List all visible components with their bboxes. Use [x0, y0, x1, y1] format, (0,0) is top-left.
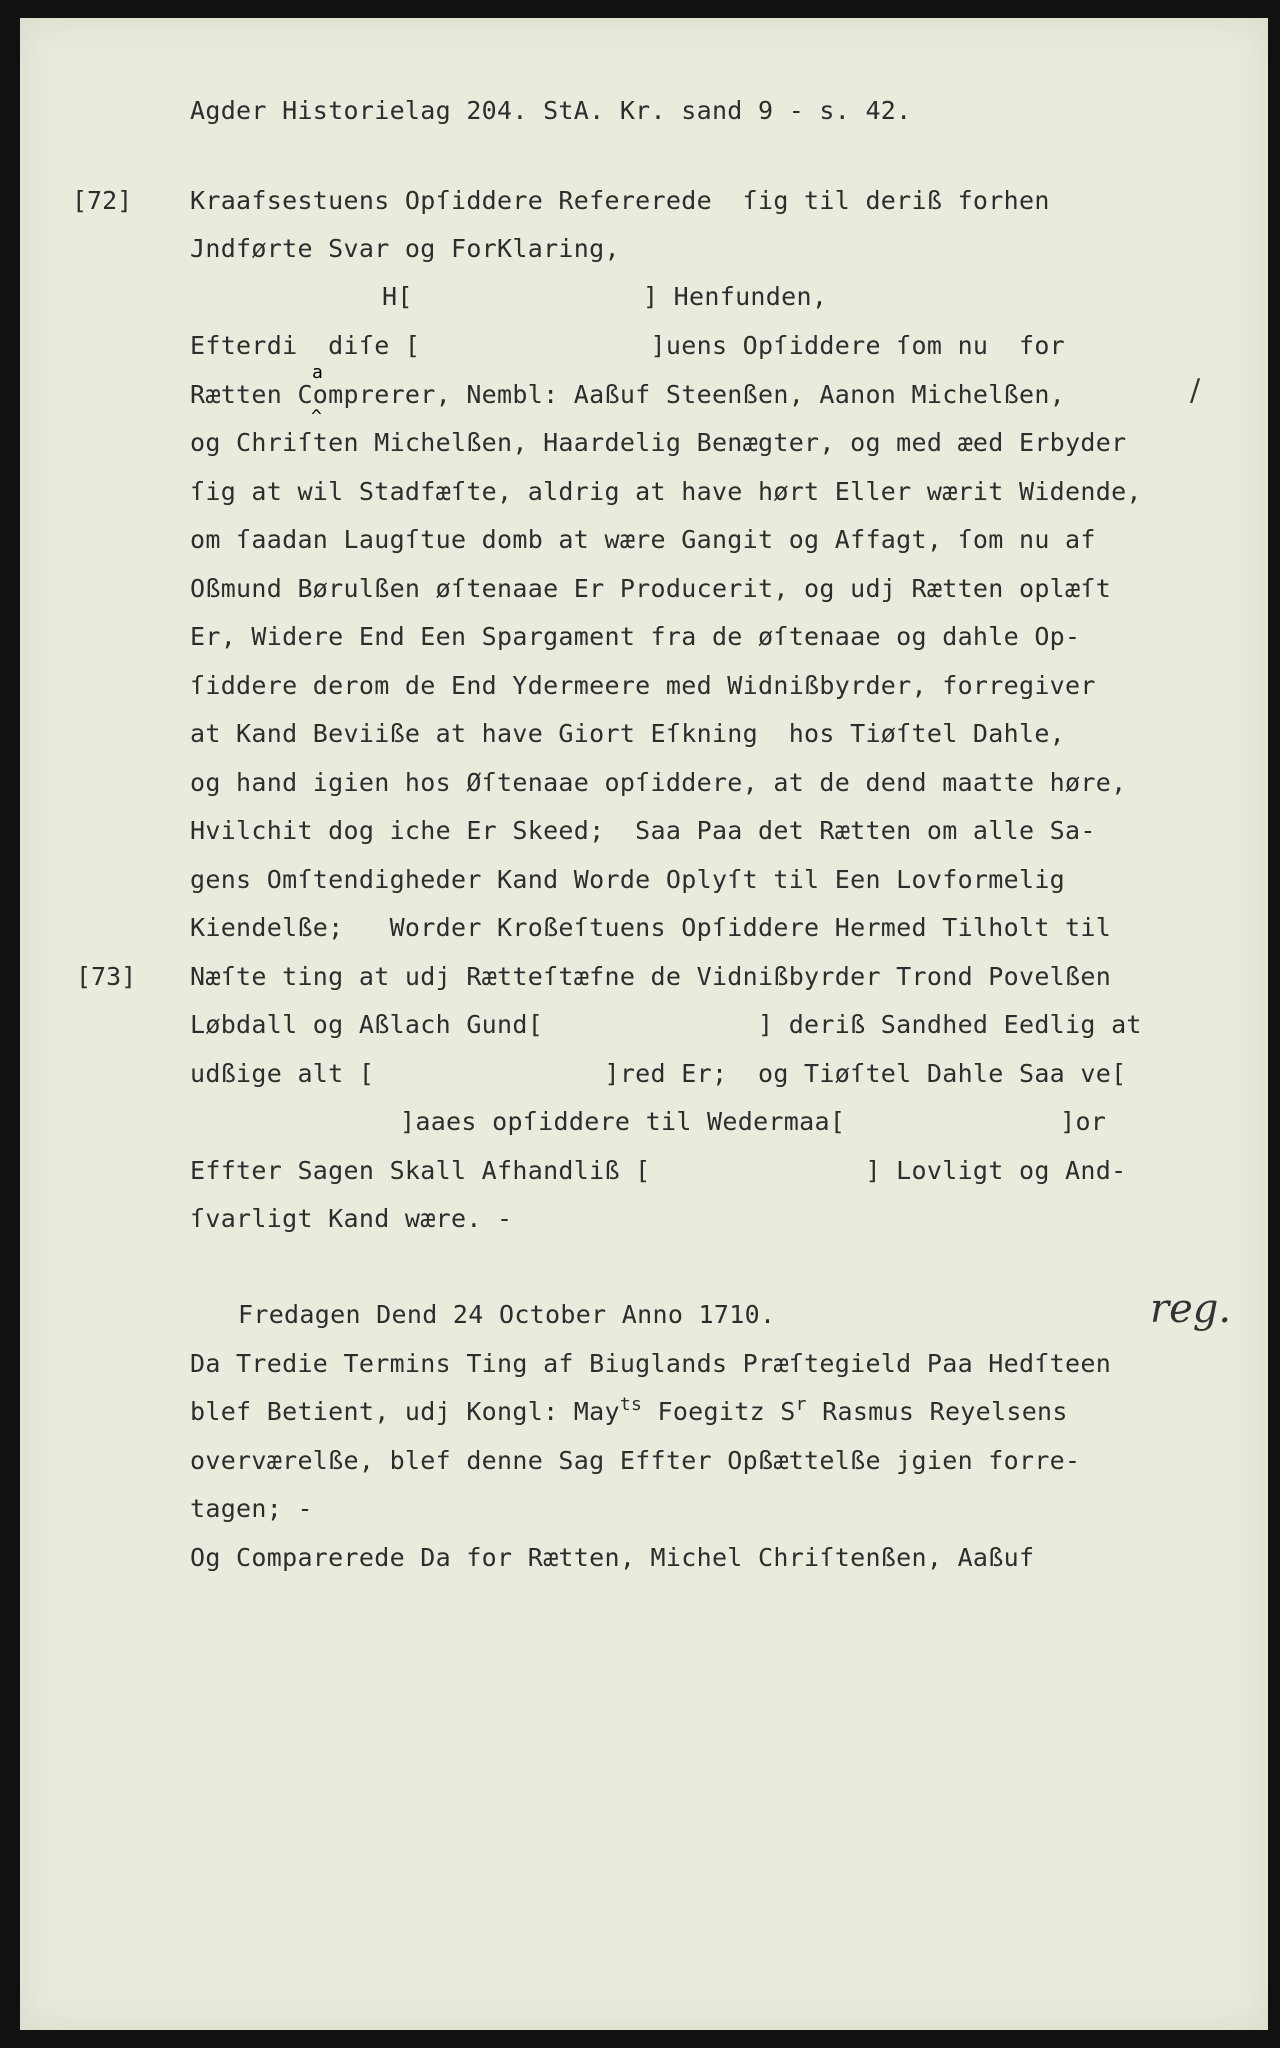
insert-caret: ^ [311, 406, 322, 427]
text-line-20: ]aaes opſiddere til Wedermaa[ ]or [400, 1107, 1107, 1136]
text-line-6: og Chriſten Michelßen, Haardelig Benægter, og med æed Erbyder [190, 428, 1127, 457]
text-line-3: H[ ] Henfunden, [382, 282, 828, 311]
superscript-r: r [795, 1394, 807, 1415]
document-page [20, 18, 1268, 2030]
text-line-22: ſvarligt Kand wære. - [190, 1204, 513, 1233]
text-line-5: Rætten Comprerer, Nembl: Aaßuf Steenßen, Aanon Michelßen, [190, 380, 1066, 409]
text-line-1: Kraafsestuens Opſiddere Refererede ſig til deriß forhen [190, 186, 1050, 215]
line25-start: blef Betient, udj Kongl: May [190, 1397, 620, 1426]
page-header: Agder Historielag 204. StA. Kr. sand 9 - s. 42. [190, 96, 912, 125]
text-line-15: gens Omſtendigheder Kand Worde Oplyſt til Een Lovformelig [190, 865, 1066, 894]
text-line-19: udßige alt [ ]red Er; og Tiøſtel Dahle Saa ve[ [190, 1059, 1127, 1088]
text-line-10: Er, Widere End Een Spargament fra de øſtenaae og dahle Op- [190, 622, 1081, 651]
text-line-4: Efterdi diſe [ ]uens Opſiddere ſom nu for [190, 331, 1066, 360]
line25-mid: Foegitz S [642, 1397, 796, 1426]
text-line-13: og hand igien hos Øſtenaae opſiddere, at de dend maatte høre, [190, 768, 1127, 797]
text-line-2: Jndførte Svar og ForKlaring, [190, 234, 620, 263]
text-line-28: Og Comparerede Da for Rætten, Michel Chriſtenßen, Aaßuf [190, 1543, 1035, 1572]
superscript-ts: ts [619, 1394, 643, 1415]
margin-number-73: [73] [76, 962, 137, 991]
line25-end: Rasmus Reyelsens [806, 1397, 1068, 1426]
text-line-18: Løbdall og Aßlach Gund[ ] deriß Sandhed Eedlig at [190, 1010, 1142, 1039]
text-line-12: at Kand Beviiße at have Giort Eſkning hos Tiøſtel Dahle, [190, 719, 1066, 748]
text-line-23: Fredagen Dend 24 October Anno 1710. [238, 1300, 776, 1329]
margin-number-72: [72] [72, 186, 133, 215]
text-line-9: Oßmund Børulßen øſtenaae Er Producerit, og udj Rætten oplæſt [190, 574, 1112, 603]
margin-note: reg. [1150, 1286, 1232, 1332]
text-line-11: ſiddere derom de End Ydermeere med Widnißbyrder, forregiver [190, 671, 1096, 700]
text-line-21: Effter Sagen Skall Afhandliß [ ] Lovligt og And- [190, 1156, 1127, 1185]
text-line-8: om ſaadan Laugſtue domb at wære Gangit og Affagt, ſom nu af [190, 525, 1096, 554]
insert-letter: a [312, 362, 323, 383]
text-line-26: overværelße, blef denne Sag Effter Opßættelße jgien forre- [190, 1446, 1081, 1475]
margin-tick: / [1190, 373, 1201, 408]
text-line-16: Kiendelße; Worder Kroßeſtuens Opſiddere Hermed Tilholt til [190, 913, 1112, 942]
text-line-25 [190, 1394, 1068, 1426]
text-line-14: Hvilchit dog iche Er Skeed; Saa Paa det Rætten om alle Sa- [190, 816, 1096, 845]
text-line-7: ſig at wil Stadfæſte, aldrig at have hørt Eller wærit Widende, [190, 477, 1142, 506]
text-line-17: Næſte ting at udj Rætteſtæfne de Vidnißbyrder Trond Povelßen [190, 962, 1112, 991]
text-line-27: tagen; - [190, 1494, 313, 1523]
text-line-24: Da Tredie Termins Ting af Biuglands Præſtegield Paa Hedſteen [190, 1349, 1112, 1378]
